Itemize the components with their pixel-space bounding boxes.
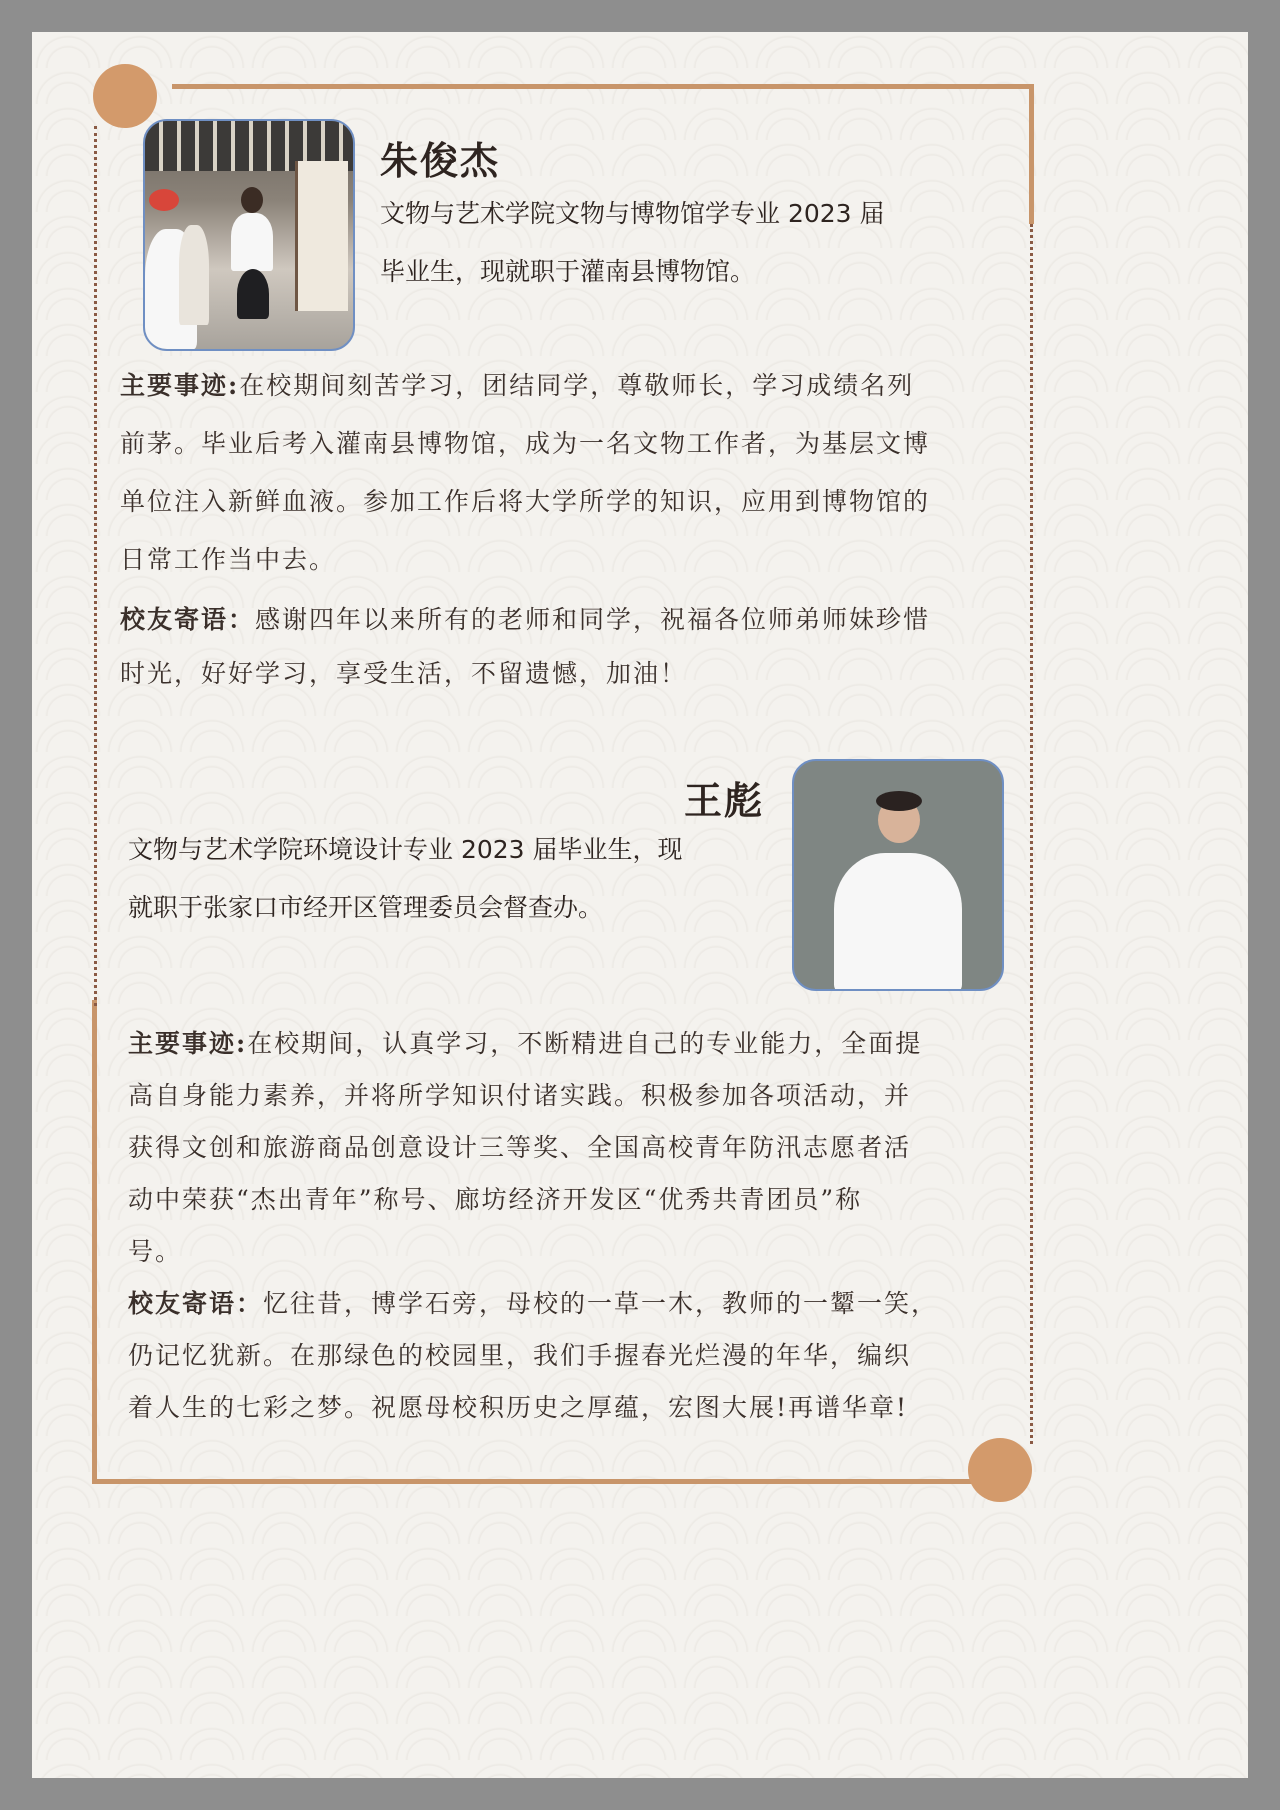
guide-shirt: [231, 213, 273, 271]
deeds-line: 高自身能力素养，并将所学知识付诸实践。积极参加各项活动，并: [128, 1081, 912, 1110]
frame-bottom-line: [92, 1479, 972, 1484]
message-label: 校友寄语：: [120, 605, 256, 634]
message-line: 仍记忆犹新。在那绿色的校园里，我们手握春光烂漫的年华，编织: [128, 1341, 912, 1370]
person1-name: 朱俊杰: [380, 139, 501, 183]
deeds-line: 在校期间刻苦学习，团结同学，尊敬师长，学习成绩名列: [239, 371, 915, 400]
person2-deeds: [128, 1024, 938, 1440]
guide-head: [241, 187, 263, 213]
deeds-line: 单位注入新鲜血液。参加工作后将大学所学的知识，应用到博物馆的: [120, 487, 931, 516]
message-label: 校友寄语：: [128, 1289, 264, 1318]
deeds-line: 获得文创和旅游商品创意设计三等奖、全国高校青年防汛志愿者活: [128, 1133, 912, 1162]
deeds-label: 主要事迹:: [128, 1029, 248, 1058]
decor-circle-bottom-right: [968, 1438, 1032, 1502]
person2-name: 王彪: [684, 779, 765, 823]
visitor-figure-2: [179, 225, 209, 325]
frame-top-line: [172, 84, 1034, 89]
person1-info-line1: 文物与艺术学院文物与博物馆学专业 2023 届: [380, 199, 885, 228]
portrait-shirt: [834, 853, 962, 991]
person1-deeds: [120, 366, 930, 708]
deeds-line: 前茅。毕业后考入灌南县博物馆，成为一名文物工作者，为基层文博: [120, 429, 931, 458]
person1-photo: [143, 119, 355, 351]
dotted-line-left: [94, 126, 97, 1006]
dotted-line-right: [1030, 224, 1033, 1444]
portrait-hair: [876, 791, 922, 811]
deeds-line: 动中荣获“杰出青年”称号、廊坊经济开发区“优秀共青团员”称: [128, 1185, 863, 1214]
decor-circle-top-left: [93, 64, 157, 128]
photo-wall-scroll: [295, 161, 348, 311]
person2-info-line2: 就职于张家口市经开区管理委员会督查办。: [128, 893, 604, 922]
person2-info-line1: 文物与艺术学院环境设计专业 2023 届毕业生，现: [128, 835, 683, 864]
guide-pants: [237, 269, 269, 319]
deeds-line: 在校期间，认真学习，不断精进自己的专业能力，全面提: [247, 1029, 923, 1058]
message-line: 时光，好好学习，享受生活，不留遗憾，加油！: [120, 659, 688, 688]
deeds-line: 号。: [128, 1237, 183, 1266]
visitor-cap: [149, 189, 179, 211]
person1-info-line2: 毕业生，现就职于灌南县博物馆。: [380, 257, 756, 286]
frame-left-line: [92, 1000, 97, 1484]
message-line: 着人生的七彩之梦。祝愿母校积历史之厚蕴，宏图大展!再谱华章!: [128, 1393, 909, 1422]
message-line: 感谢四年以来所有的老师和同学，祝福各位师弟师妹珍惜: [255, 605, 931, 634]
deeds-line: 日常工作当中去。: [120, 545, 337, 574]
deeds-label: 主要事迹:: [120, 371, 240, 400]
message-line: 忆往昔，博学石旁，母校的一草一木，教师的一颦一笑，: [263, 1289, 939, 1318]
person2-photo: [792, 759, 1004, 991]
frame-right-line: [1029, 84, 1034, 224]
